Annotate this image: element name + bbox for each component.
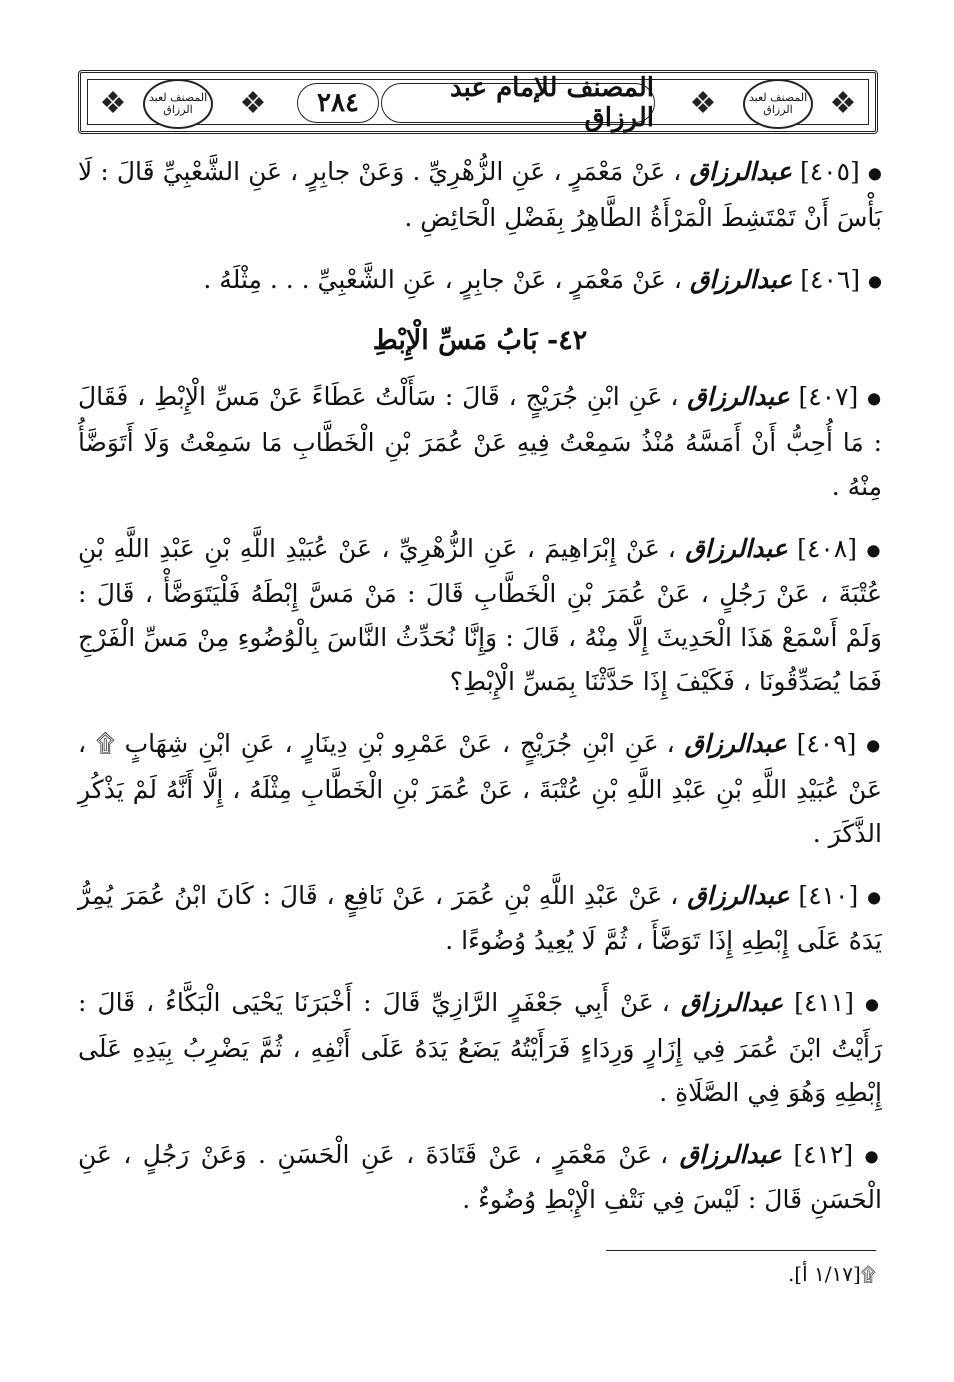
narrator-name: عبدالرزاق	[685, 533, 788, 563]
bullet-icon: ●	[866, 735, 883, 755]
hadith-entry	[78, 258, 882, 304]
title-seal-right: المصنف لعبد الرزاق	[743, 79, 813, 129]
entry-number: [٤١١]	[794, 988, 854, 1017]
bullet-icon: ●	[867, 163, 883, 183]
hadith-entry	[78, 722, 882, 856]
ornament-icon: ❖	[689, 85, 717, 121]
ornament-icon: ❖	[99, 85, 127, 121]
bullet-icon: ●	[868, 271, 882, 290]
hadith-entry	[78, 150, 882, 240]
page-body	[78, 150, 882, 1240]
hadith-entry	[78, 527, 882, 705]
bullet-icon: ●	[867, 388, 882, 408]
entry-text: ، عَنِ ابْنِ جُرَيْجٍ ، قَالَ : سَأَلْتُ عَطَاءً عَنْ مَسِّ الْإِبْطِ ، فَقَالَ : مَا أُحِبُّ أَنْ أَمَسَّهُ مُنْذُ سَمِعْتُ فِيهِ عَنْ عُمَرَ بْنِ الْخَطَّابِ مَا سَمِعْتُ وَلَا أَتَوَضَّأُ مِنْهُ .	[78, 382, 882, 501]
entry-text: ، عَنْ مَعْمَرٍ ، عَنْ قَتَادَةَ ، عَنِ الْحَسَنِ . وَعَنْ رَجُلٍ ، عَنِ الْحَسَنِ قَالَ : لَيْسَ فِي نَتْفِ الْإِبْطِ وُضُوءٌ .	[78, 1139, 882, 1214]
page-header	[78, 70, 878, 134]
entry-number: [٤٠٨]	[797, 533, 857, 563]
entry-text: ، عَنْ أَبِي جَعْفَرٍ الرَّازِيِّ قَالَ : أَخْبَرَنَا يَحْيَى الْبَكَّاءُ ، قَالَ : رَأَيْتُ ابْنَ عُمَرَ فِي إِزَارٍ وَرِدَاءٍ فَرَأَيْتُهُ يَضَعُ يَدَهُ عَلَى أَنْفِهِ ، ثُمَّ يَضْرِبُ بِيَدِهِ عَلَى إِبْطِهِ وَهُوَ فِي الصَّلَاةِ .	[78, 988, 882, 1107]
narrator-name: عبدالرزاق	[687, 382, 790, 411]
entry-number: [٤٠٩]	[796, 729, 857, 758]
footnote: ۩[١/١٧ أ].	[787, 1262, 876, 1286]
entry-number: [٤١٠]	[798, 880, 859, 910]
narrator-name: عبدالرزاق	[680, 988, 784, 1017]
entry-number: [٤٠٧]	[798, 382, 859, 411]
narrator-name: عبدالرزاق	[689, 264, 793, 294]
entry-number: [٤٠٦]	[800, 264, 861, 294]
bullet-icon: ●	[867, 887, 883, 906]
running-title: المصنف للإمام عبد الرزاق	[381, 83, 655, 123]
entry-text: ، عَنْ مَعْمَرٍ ، عَنِ الزُّهْرِيِّ . وَعَنْ جابِرٍ ، عَنِ الشَّعْبِيِّ قَالَ : لَا بَأْسَ أَنْ تَمْتَشِطَ الْمَرْأَةُ الطَّاهِرُ بِفَضْلِ الْحَائِضِ .	[78, 157, 882, 232]
entry-text: ، عَنْ عَبْدِ اللَّهِ بْنِ عُمَرَ ، عَنْ نَافِعٍ ، قَالَ : كَانَ ابْنُ عُمَرَ يُمِرُّ يَدَهُ عَلَى إِبْطِهِ إِذَا تَوَضَّأَ ، ثُمَّ لَا يُعِيدُ وُضُوءًا .	[78, 880, 882, 955]
narrator-name: عبدالرزاق	[679, 1139, 782, 1169]
entry-number: [٤١٢]	[793, 1139, 854, 1169]
chapter-heading: ٤٢- بَابُ مَسِّ الْإِبْطِ	[372, 325, 588, 356]
hadith-entry	[78, 874, 882, 964]
bullet-icon: ●	[864, 1146, 882, 1165]
bullet-icon: ●	[864, 994, 882, 1014]
hadith-entry	[78, 1133, 882, 1223]
page-number: ٢٨٤	[297, 83, 379, 123]
narrator-name: عبدالرزاق	[687, 880, 790, 910]
entry-text: ، عَنْ مَعْمَرٍ ، عَنْ جابِرٍ ، عَنِ الشَّعْبِيِّ . . . مِثْلَهُ .	[203, 264, 682, 294]
narrator-name: عبدالرزاق	[689, 157, 792, 186]
entry-number: [٤٠٥]	[799, 157, 860, 186]
bullet-icon: ●	[866, 540, 882, 559]
hadith-entry	[78, 375, 882, 509]
hadith-entry	[78, 981, 882, 1115]
entry-text: ، عَنِ ابْنِ جُرَيْجٍ ، عَنْ عَمْرِو بْنِ دِينَارٍ ، عَنِ ابْنِ شِهَابٍ ۩ ، عَنْ عُبَيْدِ اللَّهِ بْنِ عَبْدِ اللَّهِ بْنِ عُتْبَةَ ، عَنْ عُمَرَ بْنِ الْخَطَّابِ مِثْلَهُ ، إِلَّا أَنَّهُ لَمْ يَذْكُرِ الذَّكَرَ .	[78, 729, 882, 848]
narrator-name: عبدالرزاق	[684, 729, 787, 758]
ornament-icon: ❖	[829, 85, 857, 121]
entry-text: ، عَنْ إِبْرَاهِيمَ ، عَنِ الزُّهْرِيِّ ، عَنْ عُبَيْدِ اللَّهِ بْنِ عَبْدِ اللَّهِ بْنِ عُتْبَةَ ، عَنْ رَجُلٍ ، عَنْ عُمَرَ بْنِ الْخَطَّابِ قَالَ : مَنْ مَسَّ إِبْطَهُ فَلْيَتَوَضَّأْ ، قَالَ : وَلَمْ أَسْمَعْ هَذَا الْحَدِيثَ إِلَّا مِنْهُ ، قَالَ : وَإِنَّا نُحَدِّثُ النَّاسَ بِالْوُضُوءِ مِنْ مَسِّ الْفَرْجِ فَمَا يُصَدِّقُونَا ، فَكَيْفَ إِذَا حَدَّثْنَا بِمَسِّ الْإِبْطِ؟	[78, 533, 882, 696]
title-seal-left: المصنف لعبد الرزاق	[143, 79, 213, 129]
footnote-divider	[606, 1250, 876, 1251]
ornament-icon: ❖	[239, 85, 267, 121]
